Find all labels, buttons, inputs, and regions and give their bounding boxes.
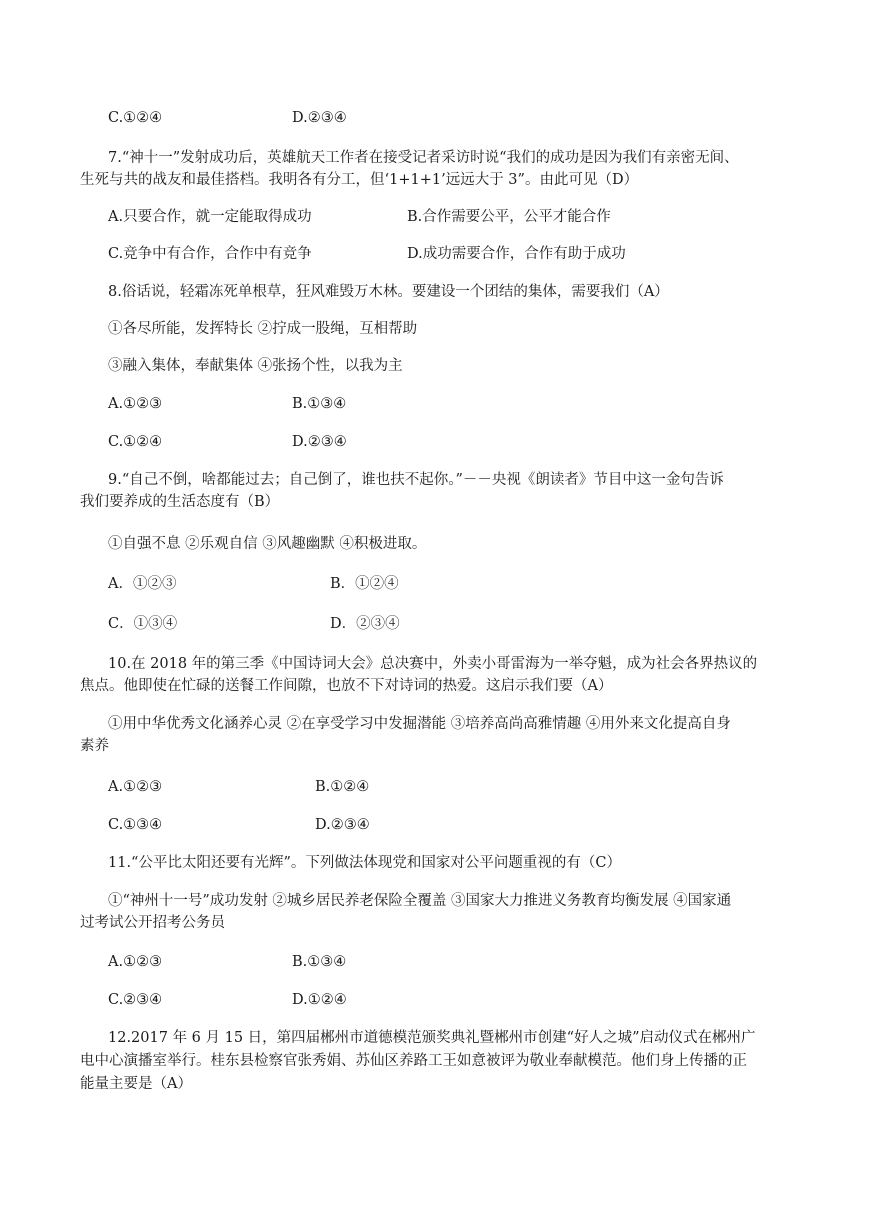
q10-option-b: B.①②④ [315,779,370,795]
q8-stem: 8.俗话说，轻霜冻死单根草，狂风难毁万木林。要建设一个团结的集体，需要我们（A） [108,284,669,300]
q10-items-line-2: 素养 [80,738,109,754]
q12-stem-line-3: 能量主要是（A） [80,1076,192,1092]
q8-option-c: C.①②④ [108,434,163,450]
q10-items-line-1: ①用中华优秀文化涵养心灵 ②在享受学习中发掘潜能 ③培养高尚高雅情趣 ④用外来文化提高自身 [108,716,731,732]
q12-stem-line-1: 12.2017 年 6 月 15 日，第四届郴州市道德模范颁奖典礼暨郴州市创建“好人之城”启动仪式在郴州广 [108,1030,756,1046]
q9-stem-line-2: 我们要养成的生活态度有（B） [80,494,280,510]
q8-items-line-1: ①各尽所能，发挥特长 ②拧成一股绳，互相帮助 [108,321,418,337]
q9-option-a: A．①②③ [108,576,177,592]
q11-option-b: B.①③④ [292,954,347,970]
q6-option-c: C.①②④ [108,110,163,126]
q6-option-d: D.②③④ [292,110,347,126]
q9-option-d: D．②③④ [330,616,400,632]
q11-stem: 11.“公平比太阳还要有光辉”。下列做法体现党和国家对公平问题重视的有（C） [108,855,621,871]
q7-option-b: B.合作需要公平，公平才能合作 [407,209,611,225]
q7-option-c: C.竞争中有合作，合作中有竞争 [108,246,312,262]
q7-stem-line-2: 生死与共的战友和最佳搭档。我明各有分工，但‘1+1+1’远远大于 3”。由此可见（D） [80,172,639,188]
q10-option-a: A.①②③ [108,779,163,795]
q8-items-line-2: ③融入集体，奉献集体 ④张扬个性，以我为主 [108,358,403,374]
q9-items: ①自强不息 ②乐观自信 ③风趣幽默 ④积极进取。 [108,536,427,552]
q11-items-line-1: ①“神州十一号”成功发射 ②城乡居民养老保险全覆盖 ③国家大力推进义务教育均衡发展 ④国家通 [108,893,732,909]
q9-option-c: C．①③④ [108,616,178,632]
q9-option-b: B．①②④ [330,576,399,592]
q9-stem-line-1: 9.“自己不倒，啥都能过去；自己倒了，谁也扶不起你。”－－央视《朗读者》节目中这一金句告诉 [108,472,724,488]
q11-option-d: D.①②④ [292,992,347,1008]
q11-items-line-2: 过考试公开招考公务员 [80,915,225,931]
q7-option-a: A.只要合作，就一定能取得成功 [108,209,312,225]
q11-option-c: C.②③④ [108,992,163,1008]
q12-stem-line-2: 电中心演播室举行。桂东县检察官张秀娟、苏仙区养路工王如意被评为敬业奉献模范。他们身上传播的正 [80,1053,747,1069]
q10-option-c: C.①③④ [108,817,163,833]
q8-option-d: D.②③④ [292,434,347,450]
q7-option-d: D.成功需要合作，合作有助于成功 [407,246,626,262]
q7-stem-line-1: 7.“神十一”发射成功后，英雄航天工作者在接受记者采访时说“我们的成功是因为我们有亲密无间、 [108,150,739,166]
q8-option-b: B.①③④ [292,396,347,412]
q10-stem-line-1: 10.在 2018 年的第三季《中国诗词大会》总决赛中，外卖小哥雷海为一举夺魁，成为社会各界热议的 [108,656,758,672]
q10-stem-line-2: 焦点。他即使在忙碌的送餐工作间隙，也放不下对诗词的热爱。这启示我们要（A） [80,678,613,694]
q11-option-a: A.①②③ [108,954,163,970]
q10-option-d: D.②③④ [315,817,370,833]
q8-option-a: A.①②③ [108,396,163,412]
